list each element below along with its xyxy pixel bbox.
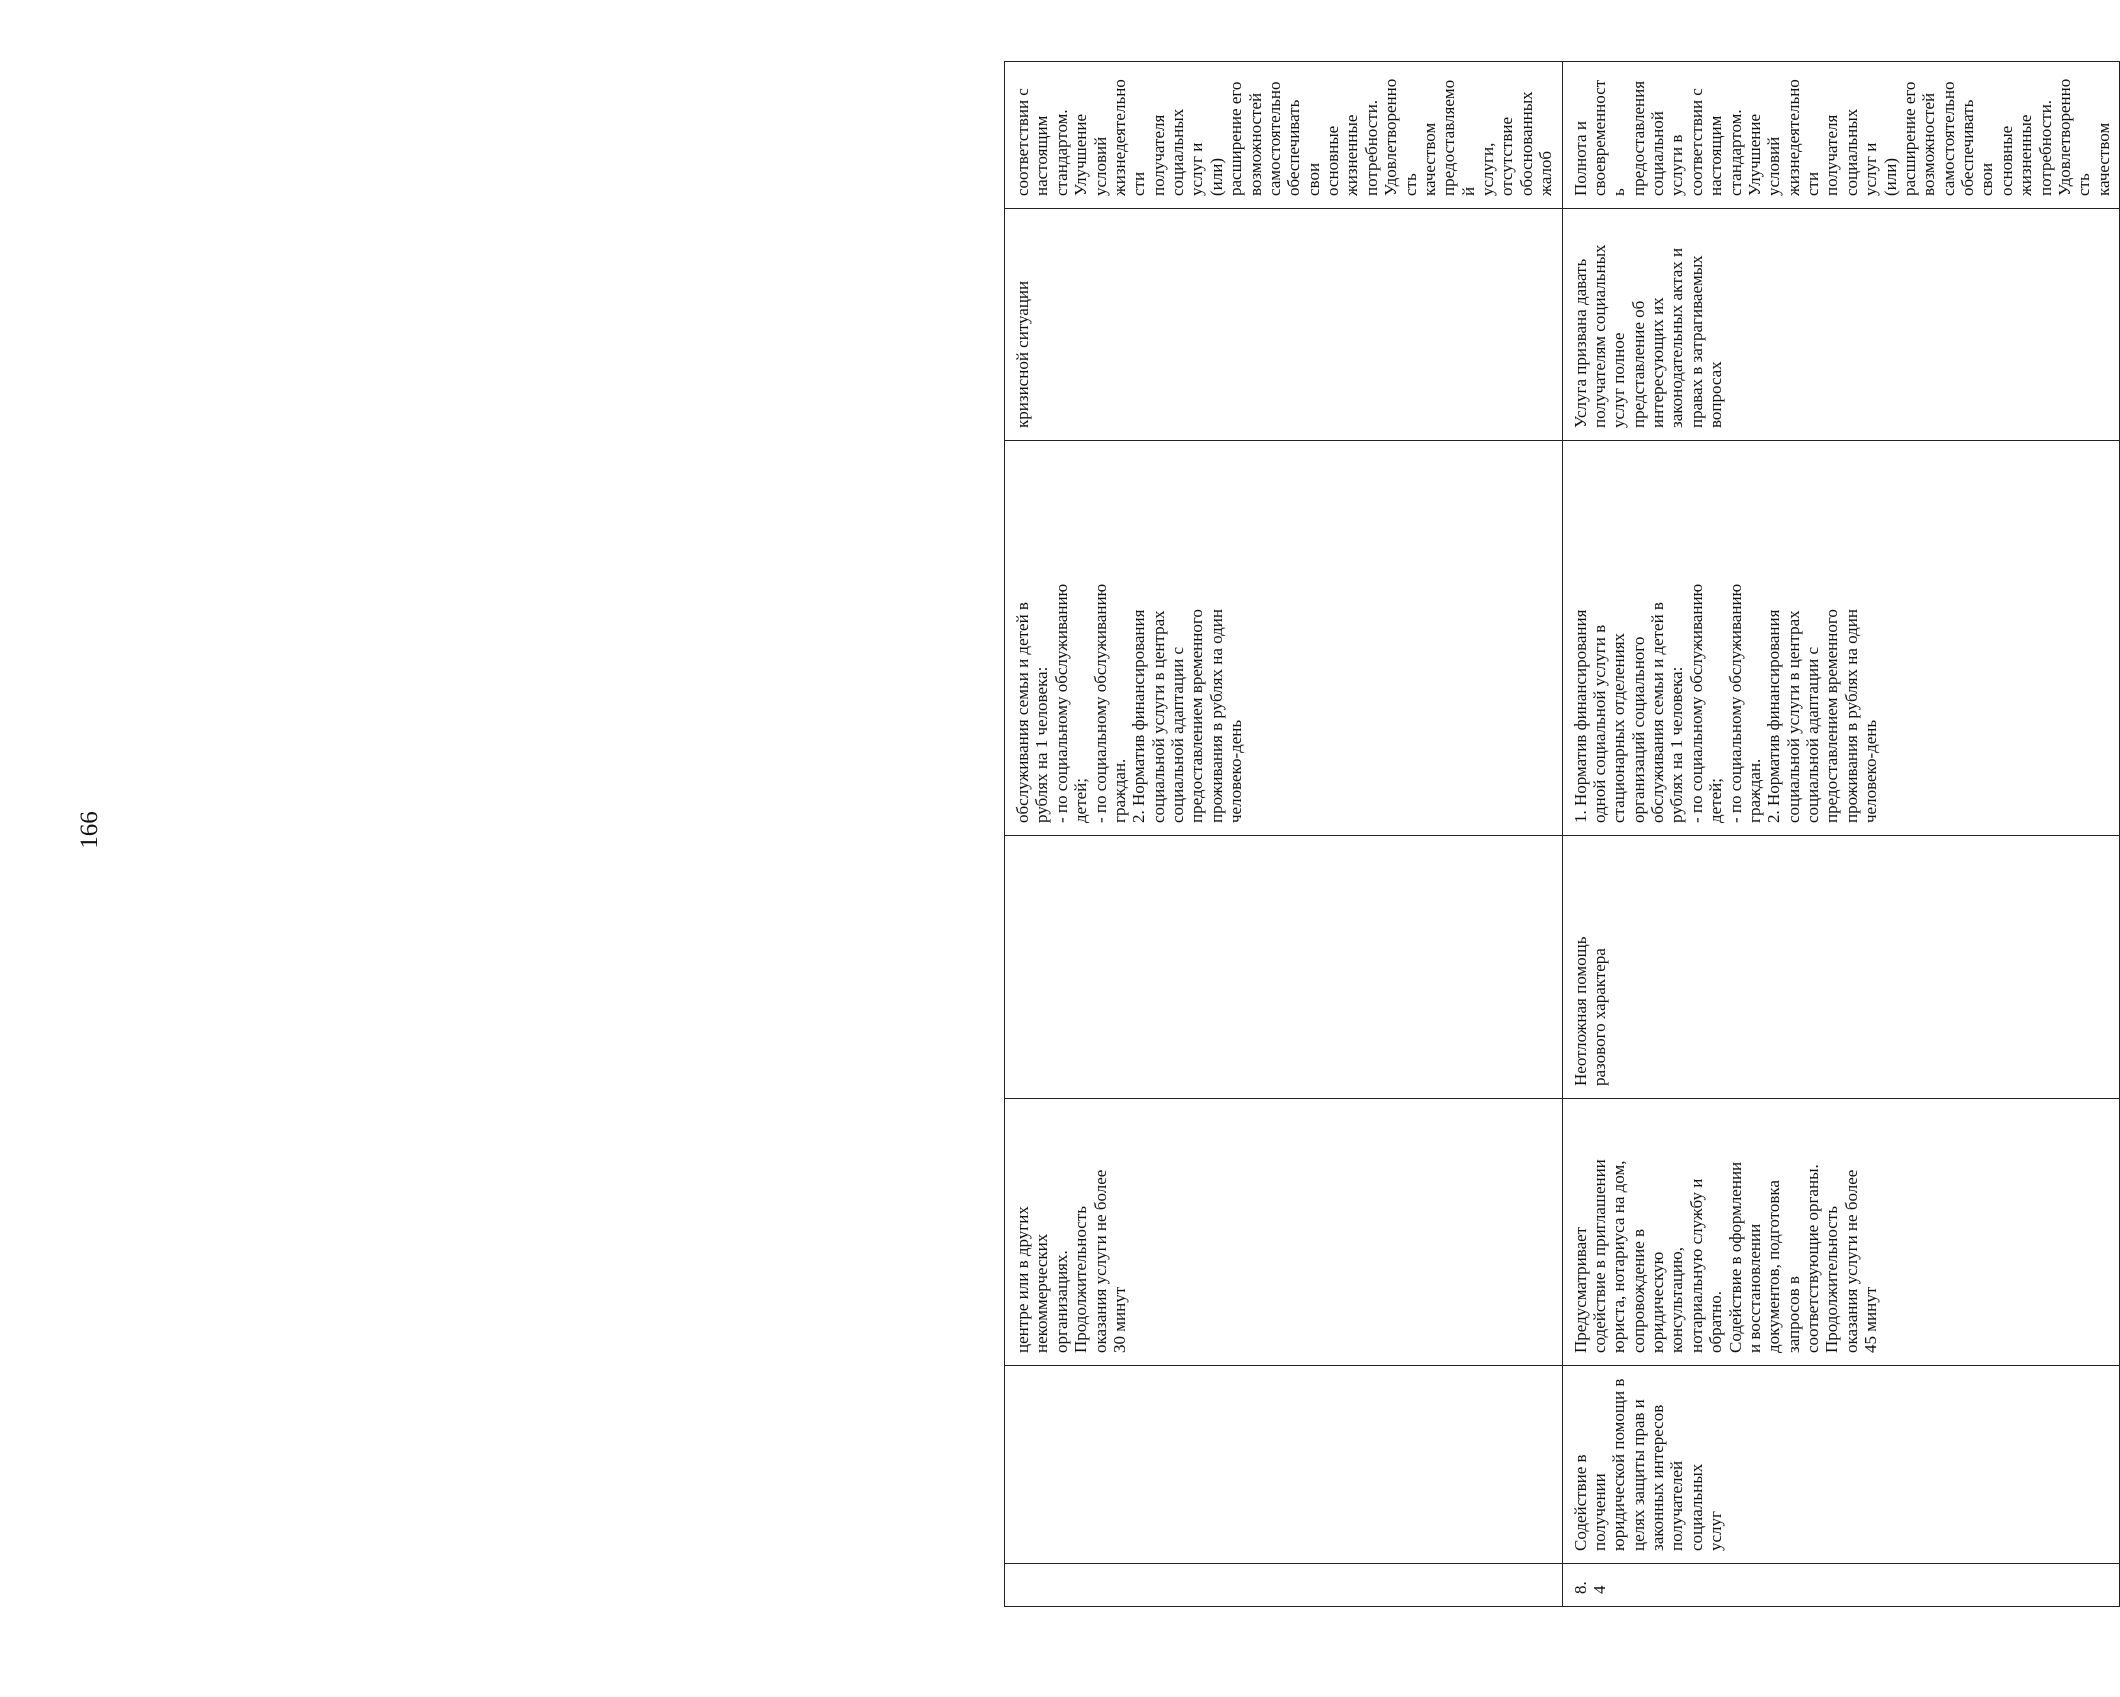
services-table-wrapper (1004, 62, 2113, 1607)
cell-conditions: кризисной ситуации (1005, 209, 1563, 441)
cell-service-description: центре или в других некоммерческих организациях. Продолжительность оказания услуги не более 30 минут (1005, 1099, 1563, 1366)
cell-urgency (1005, 836, 1563, 1099)
table-row (1005, 62, 1563, 1607)
cell-conditions: Услуга призвана давать получателям социальных услуг полное представление об интересующих их законодательных актах и правах в затрагиваемых вопросах (1562, 209, 2120, 441)
table-row (1562, 62, 2120, 1607)
cell-number (1005, 1564, 1563, 1607)
cell-number: 8.4 (1562, 1564, 2120, 1607)
page-number-text: 166 (76, 811, 103, 849)
cell-quality-indicators: Полнота и своевременность предоставления социальной услуги в соответствии с настоящим стандартом. Улучшение условий жизнедеятельности получателя социальных услуг и (или) расширение его возможностей самостоятельно обеспечивать свои основные жизненные потребности. Удовлетворенность качеством (1562, 62, 2120, 209)
cell-service-name (1005, 1366, 1563, 1564)
cell-financing-norms: обслуживания семьи и детей в рублях на 1 человека: - по социальному обслуживанию детей; - по социальному обслуживанию граждан. 2. Норматив финансирования социальной услуги в центрах социальной адаптации с предоставлением временного проживания в рублях на один человеко-день (1005, 441, 1563, 836)
services-table (1004, 61, 2120, 1607)
cell-financing-norms: 1. Норматив финансирования одной социальной услуги в стационарных отделениях организаций социального обслуживания семьи и детей в рублях на 1 человека: - по социальному обслуживанию детей; - по социальному обслуживанию граждан. 2. Норматив финансирования социальной услуги в центрах социальной адаптации с предоставлением временного проживания в рублях на один человеко-день (1562, 441, 2120, 836)
page-number (70, 800, 110, 860)
cell-quality-indicators: соответствии с настоящим стандартом. Улучшение условий жизнедеятельности получателя социальных услуг и (или) расширение его возможностей самостоятельно обеспечивать свои основные жизненные потребности. Удовлетворенность качеством предоставляемой услуги, отсутствие обоснованных жалоб (1005, 62, 1563, 209)
cell-service-description: Предусматривает содействие в приглашении юриста, нотариуса на дом, сопровождение в юридическую консультацию, нотариальную службу и обратно. Содействие в оформлении и восстановлении документов, подготовка запросов в соответствующие органы. Продолжительность оказания услуги не более 45 минут (1562, 1099, 2120, 1366)
cell-urgency: Неотложная помощь разового характера (1562, 836, 2120, 1099)
cell-service-name: Содействие в получении юридической помощи в целях защиты прав и законных интересов получателей социальных услуг (1562, 1366, 2120, 1564)
